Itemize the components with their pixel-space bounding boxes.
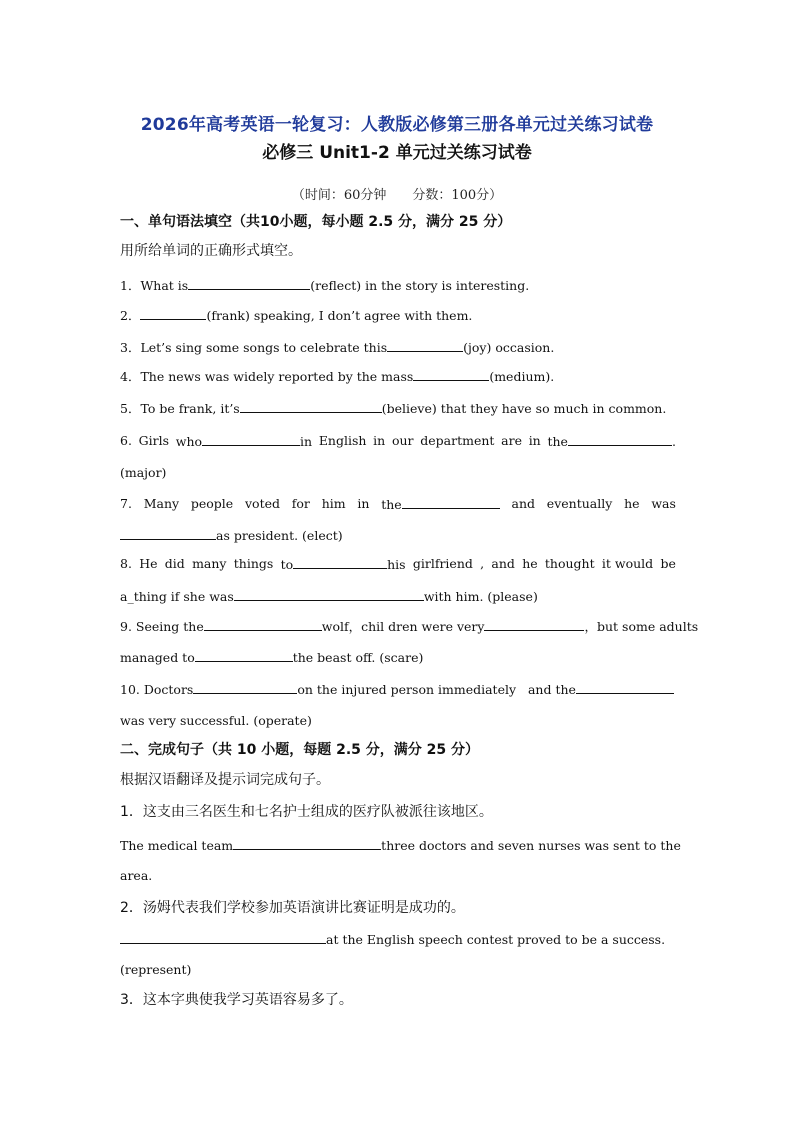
question-6-cont: (major) xyxy=(120,465,167,480)
score-label: 分数：100分） xyxy=(412,188,503,203)
section2-heading: 二、完成句子（共 10 小题，每题 2.5 分，满分 25 分） xyxy=(120,742,480,758)
section2-q2: at the English speech contest proved to be a success. xyxy=(120,930,676,949)
question-2: 2． (frank) speaking, I don’t agree with them. xyxy=(120,308,473,323)
question-6: 6. Girls who in English in our department are in the . xyxy=(120,433,676,449)
time-label: （时间：60分钟 xyxy=(291,188,387,203)
answer-blank[interactable] xyxy=(413,367,489,381)
answer-blank[interactable] xyxy=(402,495,500,509)
question-3: 3．Let’s sing some songs to celebrate this (joy) occasion. xyxy=(120,340,555,355)
question-7: 7. Many people voted for him in the and eventually he was xyxy=(120,496,676,512)
question-1: 1．What is (reflect) in the story is interesting. xyxy=(120,278,530,293)
section2-q2-chinese: 2．汤姆代表我们学校参加英语演讲比赛证明是成功的。 xyxy=(120,900,465,916)
question-4: 4．The news was widely reported by the mass (medium). xyxy=(120,369,555,384)
question-8: 8. He did many things to his girlfriend , and he thought it would be xyxy=(120,556,676,572)
section2-q1-chinese: 1．这支由三名医生和七名护士组成的医疗队被派往该地区。 xyxy=(120,804,493,820)
answer-blank[interactable] xyxy=(202,432,300,446)
question-5: 5．To be frank, it’s (believe) that they have so much in common. xyxy=(120,401,667,416)
answer-blank[interactable] xyxy=(568,432,672,446)
answer-blank[interactable] xyxy=(188,276,310,290)
section2-q1: The medical team three doctors and seven nurses was sent to the xyxy=(120,838,681,853)
question-10: 10. Doctors on the injured person immediately and the xyxy=(120,680,680,699)
answer-blank[interactable] xyxy=(195,648,293,662)
question-9-cont: managed to the beast off. (scare) xyxy=(120,650,424,665)
answer-blank[interactable] xyxy=(120,930,326,944)
exam-meta xyxy=(0,184,794,203)
section2-q3-chinese: 3．这本字典使我学习英语容易多了。 xyxy=(120,992,353,1008)
answer-blank[interactable] xyxy=(240,399,382,413)
answer-blank[interactable] xyxy=(233,836,381,850)
answer-blank[interactable] xyxy=(576,680,674,694)
answer-blank[interactable] xyxy=(193,680,297,694)
question-7-cont: as president. (elect) xyxy=(120,526,676,545)
answer-blank[interactable] xyxy=(120,526,216,540)
answer-blank[interactable] xyxy=(140,306,206,320)
exam-subtitle: 必修三 Unit1-2 单元过关练习试卷 xyxy=(262,143,532,163)
exam-main-title: 2026年高考英语一轮复习：人教版必修第三册各单元过关练习试卷 xyxy=(140,115,654,135)
answer-blank[interactable] xyxy=(484,617,584,631)
question-10-cont: was very successful. (operate) xyxy=(120,713,312,728)
question-8-cont: a_thing if she was with him. (please) xyxy=(120,589,538,604)
answer-blank[interactable] xyxy=(204,617,322,631)
answer-blank[interactable] xyxy=(234,587,424,601)
question-9: 9. Seeing the wolf，chil dren were very ，but some adults xyxy=(120,619,699,634)
section2-q2-cont: (represent) xyxy=(120,962,192,977)
answer-blank[interactable] xyxy=(387,338,463,352)
section2-q1-cont: area. xyxy=(120,868,153,883)
section1-heading: 一、单句语法填空（共10小题，每小题 2.5 分，满分 25 分） xyxy=(120,214,512,230)
section1-instruction: 用所给单词的正确形式填空。 xyxy=(120,243,302,259)
answer-blank[interactable] xyxy=(293,555,387,569)
section2-instruction: 根据汉语翻译及提示词完成句子。 xyxy=(120,772,330,788)
